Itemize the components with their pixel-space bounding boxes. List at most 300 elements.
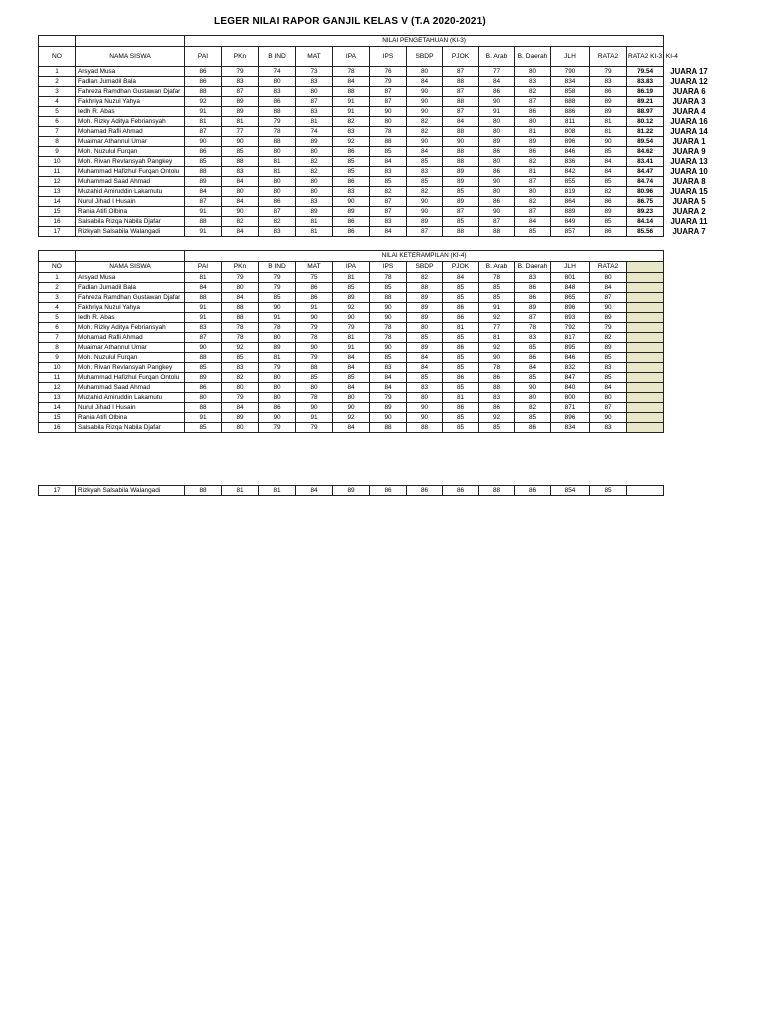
grade-cell: 81 (296, 117, 333, 127)
student-name: Muhammad Hafizhul Furqan Ontolu (76, 373, 185, 383)
grade-cell: 79 (370, 77, 407, 87)
grade-cell: 82 (407, 273, 443, 283)
grade-cell: 808 (551, 127, 590, 137)
grade-cell: 88 (443, 127, 479, 137)
student-name: Fahreza Ramdhan Gustawan Djafar (76, 87, 185, 97)
grade-cell: 85 (222, 353, 259, 363)
table-row (39, 197, 664, 207)
grade-cell: 74 (296, 127, 333, 137)
grade-cell: 16 (39, 217, 76, 227)
empty-cell (627, 313, 664, 323)
empty-cell (627, 413, 664, 423)
grade-cell: 85 (333, 167, 370, 177)
grade-cell: 85 (370, 177, 407, 187)
grade-cell: 86 (407, 486, 443, 496)
grade-cell: 86 (333, 177, 370, 187)
grade-cell: 8 (39, 137, 76, 147)
grade-cell: 88 (443, 157, 479, 167)
grade-cell: 86 (515, 423, 551, 433)
empty-cell (39, 251, 76, 262)
table-row (39, 207, 664, 217)
grade-cell: 87 (185, 127, 222, 137)
skills-grades-table (38, 250, 664, 433)
table-row (39, 227, 664, 237)
grade-cell: 896 (551, 413, 590, 423)
grade-cell: 88 (259, 107, 296, 117)
empty-cell (627, 333, 664, 343)
grade-cell: 87 (370, 97, 407, 107)
grade-cell: 87 (443, 87, 479, 97)
grade-cell: 86 (590, 87, 627, 97)
grade-cell: 88 (443, 227, 479, 237)
grade-cell: 85 (443, 353, 479, 363)
grade-cell: 89 (296, 207, 333, 217)
grade-cell: 80 (479, 157, 515, 167)
grade-cell: 88 (222, 303, 259, 313)
column-header: RATA2 (590, 262, 627, 273)
grade-cell: 82 (296, 167, 333, 177)
grade-cell: 86 (479, 147, 515, 157)
grade-cell: 82 (259, 217, 296, 227)
grade-cell: 74 (259, 67, 296, 77)
grade-cell: 80.12 (627, 117, 664, 127)
grade-cell: 88 (185, 167, 222, 177)
student-name: Nurul Jihad I Husain (76, 403, 185, 413)
table-row (39, 373, 664, 383)
grade-cell: 85 (590, 353, 627, 363)
grade-cell: 85 (443, 293, 479, 303)
grade-cell: 2 (39, 283, 76, 293)
grade-cell: 79 (370, 393, 407, 403)
table-row (39, 423, 664, 433)
grade-cell: 85 (590, 217, 627, 227)
grade-cell: 78 (259, 323, 296, 333)
grade-cell: 87 (515, 97, 551, 107)
grade-cell: 89 (407, 303, 443, 313)
grade-cell: 83 (259, 87, 296, 97)
grade-cell: 85 (333, 283, 370, 293)
grade-cell: 91 (259, 313, 296, 323)
column-header: B. Arab (479, 262, 515, 273)
table-row (39, 77, 664, 87)
grade-cell: 81 (259, 353, 296, 363)
grade-cell: 3 (39, 87, 76, 97)
grade-cell: 90 (259, 413, 296, 423)
table-row (39, 67, 664, 77)
grade-cell: 91 (333, 97, 370, 107)
grade-cell: 86 (333, 217, 370, 227)
grade-cell: 92 (479, 413, 515, 423)
grade-cell: 85 (185, 157, 222, 167)
grade-cell: 81 (333, 273, 370, 283)
empty-cell (627, 393, 664, 403)
table-row (39, 383, 664, 393)
grade-cell: 85 (479, 283, 515, 293)
student-name: Moh. Rivan Revlansyah Pangkey (76, 363, 185, 373)
grade-cell: 91 (185, 207, 222, 217)
grade-cell: 83 (590, 363, 627, 373)
grade-cell: 790 (551, 67, 590, 77)
grade-cell: 88 (443, 77, 479, 87)
grade-cell: 89.21 (627, 97, 664, 107)
grade-cell: 90 (370, 313, 407, 323)
grade-cell: 77 (479, 323, 515, 333)
grade-cell: 85 (515, 227, 551, 237)
grade-cell: 85 (259, 293, 296, 303)
grade-cell: 4 (39, 303, 76, 313)
grade-cell: 86 (259, 197, 296, 207)
grade-cell: 82 (515, 197, 551, 207)
table-row (39, 187, 664, 197)
grade-cell: 80 (259, 187, 296, 197)
grade-cell: 82 (515, 403, 551, 413)
grade-cell: 84 (590, 283, 627, 293)
skills-grades-table-continued (38, 485, 664, 496)
grade-cell: 85 (590, 147, 627, 157)
grade-cell: 84 (333, 77, 370, 87)
grade-cell: 90 (296, 313, 333, 323)
grade-cell: 83 (185, 323, 222, 333)
table-row (39, 363, 664, 373)
grade-cell: 82 (590, 187, 627, 197)
grade-cell: 86 (443, 486, 479, 496)
grade-cell: 91 (333, 107, 370, 117)
grade-cell: 80 (296, 187, 333, 197)
grade-cell: 12 (39, 383, 76, 393)
grade-cell: 84 (443, 273, 479, 283)
column-header: PKn (222, 262, 259, 273)
grade-cell: 89 (407, 217, 443, 227)
grade-cell: 84 (515, 363, 551, 373)
grade-cell: 80 (296, 87, 333, 97)
student-name: Rania Atifi Olbina (76, 207, 185, 217)
grade-cell: 84 (370, 157, 407, 167)
table-row (39, 393, 664, 403)
grade-cell: 91 (333, 343, 370, 353)
grade-cell: 85 (590, 486, 627, 496)
grade-cell: 11 (39, 167, 76, 177)
student-name: Salsabila Rizqa Nabila Djafar (76, 423, 185, 433)
grade-cell: 85 (370, 147, 407, 157)
grade-cell: 92 (479, 313, 515, 323)
grade-cell: 77 (479, 67, 515, 77)
grade-cell: 88 (185, 87, 222, 97)
grade-cell: 79 (333, 323, 370, 333)
grade-cell: 90 (370, 303, 407, 313)
grade-cell: 88 (185, 486, 222, 496)
rank-label: JUARA 13 (670, 156, 708, 166)
grade-cell: 89 (370, 403, 407, 413)
table-row (39, 177, 664, 187)
grade-cell: 80 (259, 383, 296, 393)
grade-cell: 84 (370, 383, 407, 393)
grade-cell: 89 (590, 107, 627, 117)
grade-cell: 12 (39, 177, 76, 187)
table-row (39, 87, 664, 97)
grade-cell: 87 (590, 403, 627, 413)
grade-cell: 83 (296, 77, 333, 87)
grade-cell: 80 (296, 383, 333, 393)
grade-cell: 11 (39, 373, 76, 383)
grade-cell: 78 (515, 323, 551, 333)
rank-label: JUARA 17 (670, 66, 708, 76)
grade-cell: 85 (515, 413, 551, 423)
header-row (39, 262, 664, 273)
column-header: JLH (551, 262, 590, 273)
grade-cell: 82 (590, 333, 627, 343)
grade-cell: 89 (515, 137, 551, 147)
knowledge-grades-table (38, 35, 678, 237)
grade-cell: 80 (185, 393, 222, 403)
grade-cell: 79 (259, 283, 296, 293)
grade-cell: 86 (185, 77, 222, 87)
grade-cell: 84 (407, 147, 443, 157)
grade-cell: 82 (333, 117, 370, 127)
grade-cell: 80 (259, 147, 296, 157)
column-header: RATA2 (590, 47, 627, 67)
grade-cell: 79 (590, 67, 627, 77)
grade-cell: 90 (222, 207, 259, 217)
grade-cell: 86 (479, 373, 515, 383)
column-header: PJOK (443, 262, 479, 273)
grade-cell: 90 (370, 107, 407, 117)
table-row (39, 343, 664, 353)
table-row (39, 303, 664, 313)
grade-cell: 87 (515, 177, 551, 187)
grade-cell: 85 (443, 217, 479, 227)
grade-cell: 846 (551, 353, 590, 363)
grade-cell: 81 (259, 157, 296, 167)
grade-cell: 817 (551, 333, 590, 343)
grade-cell: 88 (443, 147, 479, 157)
column-header: SBDP (407, 262, 443, 273)
grade-cell: 17 (39, 227, 76, 237)
grade-cell: 86 (515, 107, 551, 117)
grade-cell: 80 (296, 147, 333, 157)
grade-cell: 792 (551, 323, 590, 333)
grade-cell: 90 (333, 197, 370, 207)
grade-cell: 86.75 (627, 197, 664, 207)
grade-cell: 83.41 (627, 157, 664, 167)
grade-cell: 811 (551, 117, 590, 127)
grade-cell: 87 (370, 87, 407, 97)
grade-cell: 80 (479, 187, 515, 197)
grade-cell: 86 (479, 197, 515, 207)
grade-cell: 85 (333, 157, 370, 167)
rank-label: JUARA 5 (672, 196, 706, 206)
grade-cell: 855 (551, 177, 590, 187)
grade-cell: 87 (479, 217, 515, 227)
student-name: Moh. Rizky Aditya Febriansyah (76, 323, 185, 333)
grade-cell: 91 (296, 303, 333, 313)
grade-cell: 81 (296, 217, 333, 227)
column-header: B. Arab (479, 47, 515, 67)
rank-label: JUARA 8 (672, 176, 706, 186)
grade-cell: 88 (479, 383, 515, 393)
grade-cell: 871 (551, 403, 590, 413)
column-header: NO (39, 47, 76, 67)
grade-cell: 82 (222, 217, 259, 227)
table-row (39, 486, 664, 496)
grade-cell: 81 (185, 117, 222, 127)
grade-cell: 80 (222, 187, 259, 197)
grade-cell: 90 (407, 87, 443, 97)
rank-label: JUARA 7 (672, 226, 706, 236)
grade-cell: 83.83 (627, 77, 664, 87)
section-title-row (39, 36, 664, 47)
grade-cell: 86 (515, 353, 551, 363)
grade-cell: 85 (407, 373, 443, 383)
column-header: JLH (551, 47, 590, 67)
grade-cell: 3 (39, 293, 76, 303)
grade-cell: 88 (222, 157, 259, 167)
grade-cell: 10 (39, 157, 76, 167)
grade-cell: 842 (551, 167, 590, 177)
empty-cell (627, 323, 664, 333)
grade-cell: 82 (407, 117, 443, 127)
grade-cell: 79 (259, 423, 296, 433)
grade-cell: 85 (515, 373, 551, 383)
grade-cell: 81.22 (627, 127, 664, 137)
student-name: Muhammad Hafizhul Furqan Ontolu (76, 167, 185, 177)
grade-cell: 91 (479, 303, 515, 313)
grade-cell: 90 (479, 207, 515, 217)
grade-cell: 91 (185, 227, 222, 237)
grade-cell: 78 (479, 363, 515, 373)
grade-cell: 84 (222, 197, 259, 207)
grade-cell: 6 (39, 323, 76, 333)
student-name: Fakhriya Nuzul Yahya (76, 97, 185, 107)
grade-cell: 78 (296, 333, 333, 343)
grade-cell: 86 (185, 383, 222, 393)
table-row (39, 353, 664, 363)
grade-cell: 9 (39, 147, 76, 157)
grade-cell: 75 (296, 273, 333, 283)
grade-cell: 85 (590, 373, 627, 383)
grade-cell: 88 (296, 363, 333, 373)
grade-cell: 81 (515, 167, 551, 177)
grade-cell: 90 (296, 343, 333, 353)
grade-cell: 801 (551, 273, 590, 283)
grade-cell: 16 (39, 423, 76, 433)
grade-cell: 83 (515, 333, 551, 343)
rank-label: JUARA 12 (670, 76, 708, 86)
grade-cell: 89 (333, 207, 370, 217)
student-name: Muzahid Amiruddin Lakamutu (76, 187, 185, 197)
grade-cell: 864 (551, 197, 590, 207)
grade-cell: 86 (259, 97, 296, 107)
grade-cell: 83 (515, 77, 551, 87)
grade-cell: 84 (333, 383, 370, 393)
grade-cell: 85 (407, 157, 443, 167)
grade-cell: 90 (407, 207, 443, 217)
column-header: SBDP (407, 47, 443, 67)
grade-cell: 84 (370, 227, 407, 237)
grade-cell: 848 (551, 283, 590, 293)
grade-cell: 88 (407, 283, 443, 293)
column-header: MAT (296, 47, 333, 67)
grade-cell: 84 (333, 353, 370, 363)
grade-cell: 84 (333, 423, 370, 433)
grade-cell: 86 (443, 373, 479, 383)
grade-cell: 886 (551, 107, 590, 117)
grade-cell: 13 (39, 187, 76, 197)
rank-label: JUARA 4 (672, 106, 706, 116)
grade-cell: 85.56 (627, 227, 664, 237)
grade-cell: 83 (370, 363, 407, 373)
table-row (39, 323, 664, 333)
grade-cell: 91 (185, 303, 222, 313)
table-row (39, 273, 664, 283)
grade-cell: 83 (259, 227, 296, 237)
table-row (39, 283, 664, 293)
grade-cell: 819 (551, 187, 590, 197)
grade-cell: 90 (407, 413, 443, 423)
grade-cell: 88 (333, 87, 370, 97)
grade-cell: 87 (515, 207, 551, 217)
grade-cell: 73 (296, 67, 333, 77)
empty-cell (627, 373, 664, 383)
ranking-column (664, 67, 714, 237)
grade-cell: 84 (407, 363, 443, 373)
grade-cell: 5 (39, 107, 76, 117)
grade-cell: 82 (222, 373, 259, 383)
grade-cell: 84 (222, 227, 259, 237)
rank-label: JUARA 14 (670, 126, 708, 136)
grade-cell: 80 (479, 117, 515, 127)
table-row (39, 293, 664, 303)
grade-cell: 90 (370, 413, 407, 423)
grade-cell: 84 (590, 157, 627, 167)
student-name: Rizkyah Salsabila Walangadi (76, 486, 185, 496)
grade-cell: 83 (407, 167, 443, 177)
column-header: NAMA SISWA (76, 47, 185, 67)
grade-cell: 89 (185, 177, 222, 187)
grade-cell: 83 (590, 77, 627, 87)
student-name: Arsyad Musa (76, 273, 185, 283)
grade-cell: 85 (407, 177, 443, 187)
grade-cell: 81 (479, 333, 515, 343)
grade-cell: 84 (185, 187, 222, 197)
grade-cell: 85 (443, 283, 479, 293)
grade-cell: 800 (551, 393, 590, 403)
empty-cell (76, 251, 185, 262)
grade-cell: 90 (515, 383, 551, 393)
grade-cell: 88 (185, 403, 222, 413)
student-name: Rizkyah Salsabila Walangadi (76, 227, 185, 237)
column-header: IPA (333, 262, 370, 273)
table-row (39, 157, 664, 167)
grade-cell: 84 (590, 167, 627, 177)
grade-cell: 14 (39, 197, 76, 207)
grade-cell: 87 (370, 207, 407, 217)
grade-cell: 80 (515, 187, 551, 197)
student-name: Moh. Rizky Aditya Febriansyah (76, 117, 185, 127)
table-row (39, 127, 664, 137)
grade-cell: 1 (39, 67, 76, 77)
grade-cell: 90 (443, 137, 479, 147)
table-row (39, 167, 664, 177)
grade-cell: 82 (515, 87, 551, 97)
grade-cell: 80 (259, 77, 296, 87)
grade-cell: 89 (259, 343, 296, 353)
grade-cell: 85 (443, 363, 479, 373)
grade-cell: 78 (370, 323, 407, 333)
grade-cell: 87 (370, 197, 407, 207)
student-name: Moh. Nuzulul Furqan (76, 147, 185, 157)
student-name: Arsyad Musa (76, 67, 185, 77)
column-header: IPS (370, 262, 407, 273)
